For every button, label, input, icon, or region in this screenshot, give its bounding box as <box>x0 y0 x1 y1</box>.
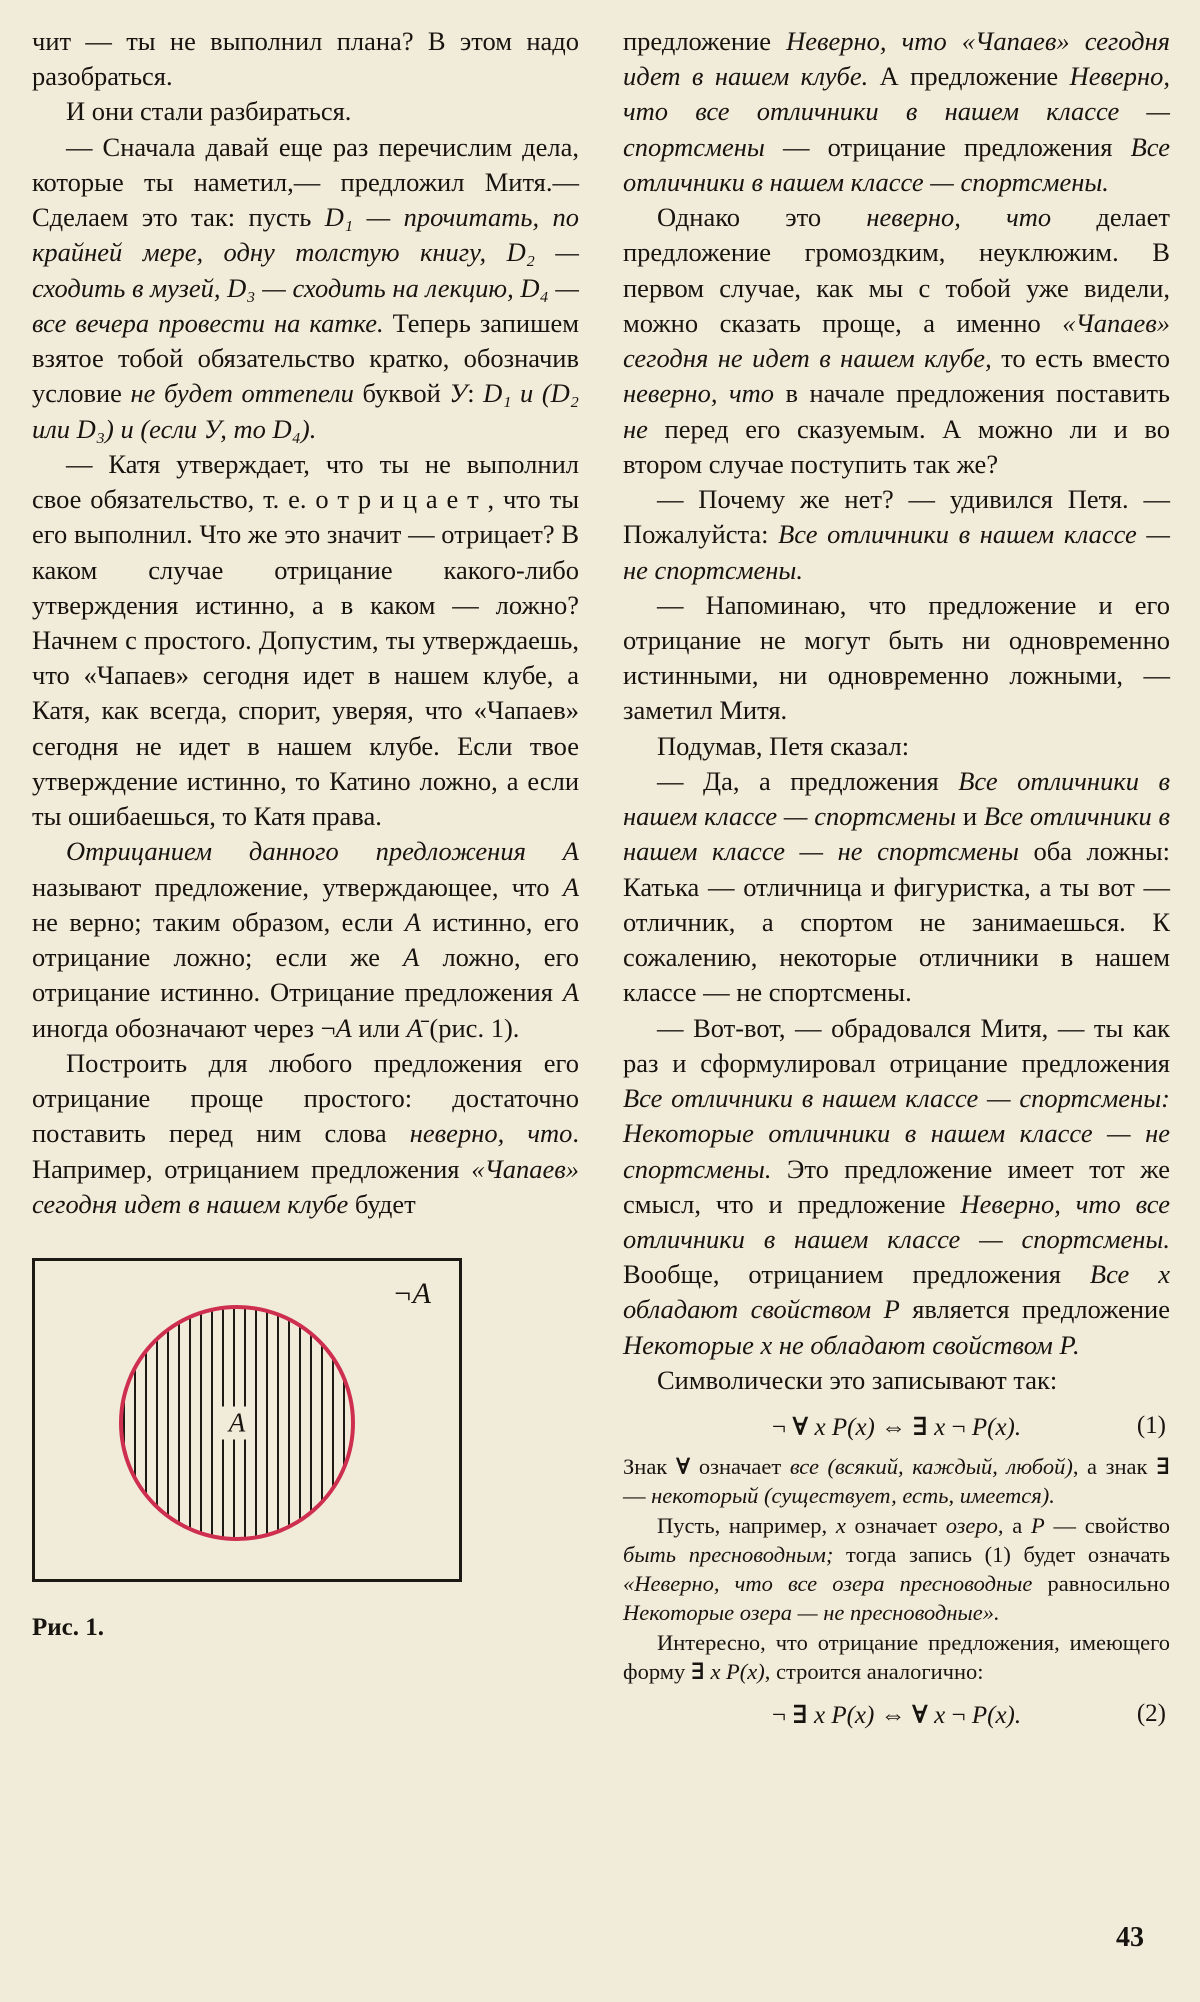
paragraph <box>32 447 579 835</box>
paragraph <box>623 588 1170 729</box>
text-run: x P(x) <box>807 1702 875 1730</box>
text-run: D₁ и (D₂ или D₃) и (если У, то D₄). <box>32 378 579 444</box>
text-run: называют предложение, утверждающее, что <box>32 871 563 902</box>
formula-body <box>772 1700 1021 1730</box>
formula-number: (2) <box>1136 1700 1166 1728</box>
paragraph <box>32 834 579 1045</box>
text-run: И они стали разбираться. <box>66 96 352 127</box>
text-run: А <box>562 871 579 902</box>
text-run: P(x). <box>971 1702 1022 1730</box>
text-run: «Неверно, что все озера пресноводные <box>623 1571 1033 1597</box>
text-run: ¬ <box>771 1702 793 1730</box>
text-run: Однако это <box>657 202 867 233</box>
right-column <box>623 24 1170 1730</box>
text-run: А предложение <box>868 61 1070 92</box>
text-run: Интересно, что отрицание предложения, имеющего форму <box>623 1629 1170 1684</box>
formula-body <box>772 1412 1021 1442</box>
text-run: неверно, что <box>866 202 1052 233</box>
text-run: У <box>449 378 468 409</box>
text-run: x <box>835 1512 846 1538</box>
text-run: «Чапаев» сегодня не идет в нашем клубе, <box>623 307 1170 374</box>
figure-hatched-circle <box>119 1305 355 1541</box>
page-number: 43 <box>1116 1922 1144 1953</box>
text-run: предложение <box>623 26 787 56</box>
text-run: перед его сказуемым. А можно ли и во втором случае поступить так же? <box>623 413 1170 479</box>
text-run: Все x обладают свойством Р <box>623 1259 1170 1325</box>
text-run: — свойство <box>1044 1512 1170 1538</box>
text-run: не <box>623 413 648 444</box>
text-run: Неверно, что все отличники в нашем классе — спортсмены. <box>623 1188 1170 1254</box>
paragraph <box>623 200 1170 482</box>
text-run: Р <box>1030 1512 1045 1538</box>
text-run: ∃ <box>690 1658 705 1684</box>
text-run: — отрицание предложения <box>764 131 1131 162</box>
text-run: не верно; таким образом, если <box>32 906 405 937</box>
text-run: означает <box>690 1454 790 1480</box>
text-run: Подумав, Петя сказал: <box>657 730 910 761</box>
text-run: Все отличники в нашем классе — не спортсмены <box>623 801 1170 867</box>
text-run: иногда обозначают через ¬ <box>32 1012 336 1043</box>
text-run: А̄ <box>406 1012 423 1043</box>
text-run: Некоторые x не обладают свойством Р. <box>623 1329 1080 1360</box>
text-run: все (всякий, каждый, любой) <box>789 1454 1073 1480</box>
text-run: и <box>956 801 984 832</box>
text-run: неверно, что <box>623 378 774 409</box>
text-run: ∀ <box>675 1454 691 1480</box>
text-run: — <box>623 1483 652 1509</box>
text-run: — Напоминаю, что предложение и его отрицание не могут быть ни одновременно истинными, ни одновременно ложными, — заметил Митя. <box>623 589 1170 726</box>
figure-caption: Рис. 1. <box>32 1613 105 1641</box>
text-run: будет <box>348 1188 416 1219</box>
text-run: — Сначала давай еще раз перечислим дела, которые ты наметил,— предложил Митя.— Сделаем это так: пусть <box>32 131 579 233</box>
text-run: ¬ <box>945 1702 972 1730</box>
text-run: ∃ <box>1156 1454 1171 1480</box>
text-run: Пусть, например, <box>657 1512 836 1538</box>
text-run: . Например, отрицанием предложения <box>32 1118 579 1184</box>
text-run: x P(x) <box>808 1414 875 1442</box>
paragraph <box>623 24 1170 200</box>
text-run: ¬ <box>771 1414 793 1442</box>
text-run: D₁ — прочитать, по крайней мере, одну толстую книгу, D₂ — сходить в музей, D₃ — сходить на лекцию, D₄ — все вечера провести на катке. <box>32 202 579 338</box>
text-run: А <box>404 906 421 937</box>
text-run: равносильно <box>1032 1571 1170 1597</box>
text-run: P(x). <box>971 1414 1022 1442</box>
text-run: — Почему же нет? — удивился Петя. — Пожалуйста: <box>623 484 1170 550</box>
left-column-wrap <box>32 24 579 1740</box>
text-run: Неверно, что все отличники в нашем классе — спортсмены <box>623 61 1170 162</box>
text-run: Все отличники в нашем классе — не спортсмены. <box>623 519 1170 585</box>
paragraph <box>32 1046 579 1222</box>
text-run: ¬ <box>945 1414 972 1442</box>
text-run: Это предложение имеет тот же смысл, что и предложение <box>623 1153 1170 1219</box>
text-run: Отрицанием данного предложения А <box>66 836 579 867</box>
text-run: Символически это записывают так: <box>657 1364 1058 1395</box>
text-run: (рис. 1). <box>422 1012 520 1043</box>
text-run: ⇔ <box>874 1702 912 1730</box>
text-run: ∀ <box>911 1702 928 1730</box>
text-run: , строится аналогично: <box>764 1658 984 1684</box>
paragraph <box>623 1363 1170 1398</box>
paragraph <box>623 1628 1170 1687</box>
text-run: озеро <box>945 1512 998 1538</box>
text-run: Знак <box>623 1454 676 1480</box>
formula <box>623 1412 1170 1442</box>
paragraph <box>32 24 579 94</box>
paragraph <box>623 764 1170 1011</box>
text-run: x <box>927 1702 946 1730</box>
paragraph <box>32 130 579 447</box>
text-run: А <box>335 1012 352 1043</box>
text-run: Некоторые озера — не пресноводные». <box>623 1600 1000 1626</box>
text-run: x P(x) <box>704 1658 765 1684</box>
text-run: — Да, а предложения <box>657 765 959 796</box>
text-run: Неверно, что «Чапаев» сегодня идет в нашем клубе. <box>623 26 1170 92</box>
text-run: ∀ <box>792 1414 809 1442</box>
text-run: x <box>927 1414 946 1442</box>
text-run: не будет оттепели <box>130 378 354 409</box>
text-run: ∃ <box>792 1702 808 1730</box>
text-run: буквой <box>353 378 450 409</box>
text-run: делает предложение громоздким, неуклюжим. В первом случае, как мы с тобой уже видели, можно сказать проще, а именно <box>623 202 1170 338</box>
text-run: некоторый (существует, есть, имеется). <box>651 1483 1055 1509</box>
right-column-wrap <box>623 24 1170 1740</box>
text-run: Вообще, отрицанием предложения <box>623 1259 1090 1290</box>
text-run: , а знак <box>1072 1454 1157 1480</box>
figure-1 <box>32 1258 579 1642</box>
text-run: неверно, что <box>409 1118 573 1149</box>
paragraph <box>623 1511 1170 1628</box>
figure-set-label: А <box>221 1406 254 1439</box>
text-run: или <box>351 1012 407 1043</box>
text-run: Построить для любого предложения его отрицание проще простого: достаточно поставить перед ним слова <box>32 1047 579 1149</box>
text-run: является предложение <box>899 1294 1171 1325</box>
text-run: означает <box>845 1512 946 1538</box>
paragraph <box>623 729 1170 764</box>
text-run: в начале предложения поставить <box>773 378 1170 409</box>
text-run: — Вот-вот, — обрадовался Митя, — ты как раз и сформулировал отрицание предложения <box>623 1012 1170 1078</box>
paragraph <box>32 94 579 129</box>
left-column <box>32 24 579 1222</box>
paragraph <box>623 482 1170 588</box>
text-run: ⇔ <box>874 1414 913 1442</box>
figure-frame <box>32 1258 462 1582</box>
text-run: , а <box>997 1512 1031 1538</box>
text-run: ложно, его отрицание истинно. Отрицание предложения <box>32 942 579 1008</box>
text-run: А <box>562 977 579 1008</box>
text-run: Все отличники в нашем классе — спортсмены: Некоторые отличники в нашем классе — не спортсмены. <box>623 1083 1170 1184</box>
formula <box>623 1700 1170 1730</box>
paragraph <box>623 1452 1170 1511</box>
text-run: Все отличники в нашем классе — спортсмены. <box>623 131 1170 197</box>
text-run: Все отличники в нашем классе — спортсмены <box>623 765 1170 832</box>
figure-negation-label: ¬А <box>392 1276 431 1310</box>
text-run: А <box>403 942 420 973</box>
text-run: «Чапаев» сегодня идет в нашем клубе <box>32 1153 579 1219</box>
text-run: то есть вместо <box>991 343 1170 374</box>
paragraph <box>623 1011 1170 1363</box>
text-run: тогда запись (1) будет означать <box>833 1541 1170 1567</box>
formula-number: (1) <box>1136 1412 1166 1440</box>
text-run: : <box>467 378 484 409</box>
text-run: чит — ты не выполнил плана? В этом надо разобраться. <box>32 26 579 92</box>
text-run: быть пресноводным; <box>623 1541 834 1567</box>
text-run: Теперь запишем взятое тобой обязательство кратко, обозначив условие <box>32 307 580 409</box>
text-run: оба ложны: Катька — отличница и фигуристка, а ты вот — отличник, а спортом не занимаешься. К сожалению, некоторые отличники в нашем классе — не спортсмены. <box>623 836 1170 1008</box>
text-run: истинно, его отрицание ложно; если же <box>32 906 580 973</box>
text-run: ∃ <box>912 1414 928 1442</box>
text-run: — Катя утверждает, что ты не выполнил свое обязательство, т. е. о т р и ц а е т , что ты его выполнил. Что же это значит — отрицает? В каком случае отрицание какого-либо утверждения истинно, а в каком — ложно? Начнем с простого. Допустим, ты утверждаешь, что «Чапаев» сегодня идет в нашем клубе, а Катя, как всегда, спорит, уверяя, что «Чапаев» сегодня не идет в нашем клубе. Если твое утверждение истинно, то Катино ложно, а если ты ошибаешься, то Катя права. <box>32 448 579 832</box>
